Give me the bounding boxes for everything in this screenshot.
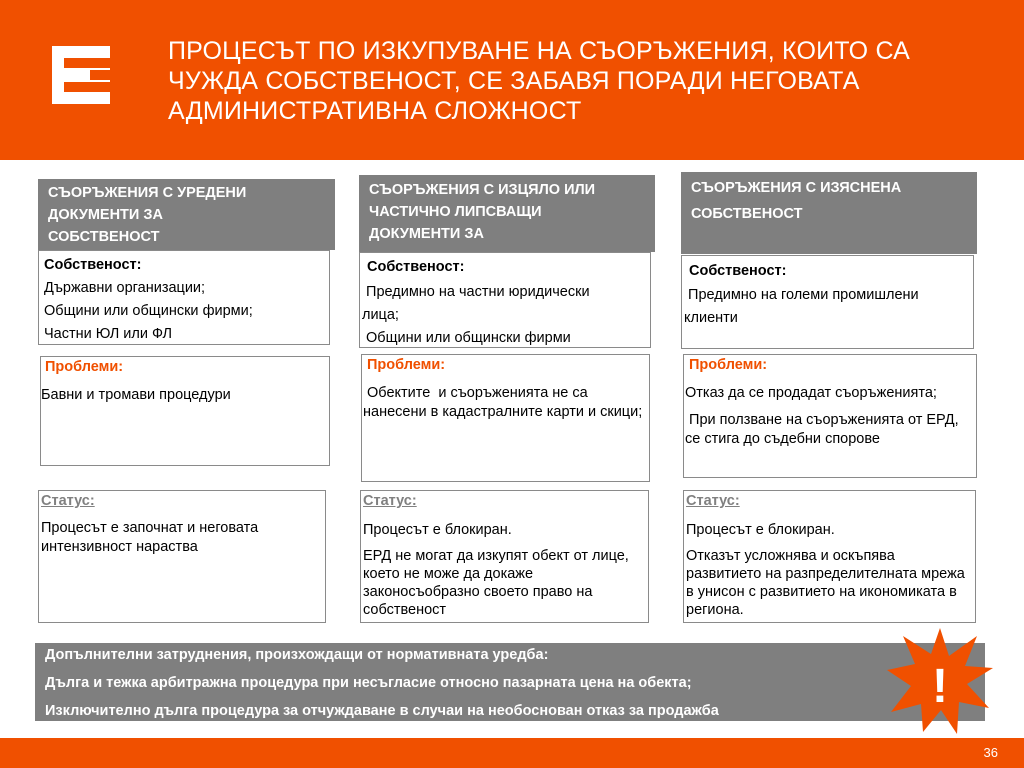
problems-line: Бавни и тромави процедури xyxy=(41,387,231,403)
page-title xyxy=(168,36,988,126)
column-2-problems-box xyxy=(361,354,650,482)
problems-line: Обектите и съоръженията не са нанесени в кадастралните карти и скици; xyxy=(363,385,643,420)
column-1-status-box xyxy=(38,490,326,623)
status-label: Статус: xyxy=(363,493,417,509)
ownership-line: Общини или общински фирми; xyxy=(44,303,253,319)
footer-bar xyxy=(0,738,1024,768)
problems-label: Проблеми: xyxy=(367,357,446,373)
burst-mark: ! xyxy=(932,660,948,713)
ownership-label: Собственост: xyxy=(689,263,787,279)
column-3-status-box xyxy=(683,490,976,623)
column-2-ownership-box xyxy=(359,252,651,348)
ownership-line: Предимно на големи промишлени xyxy=(684,287,919,303)
banner-line: Дълга и тежка арбитражна процедура при несъгласие относно пазарната цена на обекта; xyxy=(45,675,692,691)
column-1-problems-box xyxy=(40,356,330,466)
status-paragraph: Процесът е започнат и неговата интензивност нараства xyxy=(41,520,259,555)
title-line: ЧУЖДА СОБСТВЕНОСТ, СЕ ЗАБАВЯ ПОРАДИ НЕГОВАТА xyxy=(168,67,860,95)
warning-burst-icon xyxy=(885,626,995,736)
column-1-heading: СЪОРЪЖЕНИЯ С УРЕДЕНИ ДОКУМЕНТИ ЗА СОБСТВЕНОСТ xyxy=(38,179,335,250)
status-paragraph: ЕРД не могат да изкупят обект от лице, което не може да докаже законосъобразно своето право на собственост xyxy=(363,548,629,618)
ownership-line: Предимно на частни юридически xyxy=(362,284,590,300)
status-label: Статус: xyxy=(41,493,95,509)
column-1-ownership-box xyxy=(38,250,330,345)
ownership-line: клиенти xyxy=(684,310,738,326)
column-2-status-box xyxy=(360,490,649,623)
ownership-line: Частни ЮЛ или ФЛ xyxy=(44,326,173,342)
column-2-heading: СЪОРЪЖЕНИЯ С ИЗЦЯЛО ИЛИ ЧАСТИЧНО ЛИПСВАЩИ ДОКУМЕНТИ ЗА xyxy=(359,175,655,252)
column-3-heading: СЪОРЪЖЕНИЯ С ИЗЯСНЕНА СОБСТВЕНОСТ xyxy=(681,172,977,254)
column-3-ownership-box xyxy=(681,255,974,349)
page-number: 36 xyxy=(983,745,998,760)
banner-line: Допълнителни затруднения, произхождащи от нормативната уредба: xyxy=(45,647,549,663)
ownership-line: Държавни организации; xyxy=(44,280,206,296)
ownership-line: лица; xyxy=(362,307,399,323)
title-line: АДМИНИСТРАТИВНА СЛОЖНОСТ xyxy=(168,97,582,125)
ownership-label: Собственост: xyxy=(367,259,465,275)
status-paragraph: Отказът усложнява и оскъпява развитието на разпределителната мрежа в унисон с развитието на икономиката в региона. xyxy=(686,548,965,618)
problems-line: Отказ да се продадат съоръженията; xyxy=(685,385,937,401)
company-logo-icon xyxy=(52,46,110,104)
header-bar xyxy=(0,0,1024,160)
banner-line: Изключително дълга процедура за отчуждаване в случаи на необоснован отказ за продажба xyxy=(45,703,719,719)
column-3-problems-box xyxy=(683,354,977,478)
status-paragraph: Процесът е блокиран. xyxy=(363,522,512,538)
ownership-label: Собственост: xyxy=(44,257,142,273)
problems-line: При ползване на съоръженията от ЕРД, се стига до съдебни спорове xyxy=(685,412,963,447)
status-paragraph: Процесът е блокиран. xyxy=(686,522,835,538)
title-line: ПРОЦЕСЪТ ПО ИЗКУПУВАНЕ НА СЪОРЪЖЕНИЯ, КОИТО СА xyxy=(168,37,911,65)
ownership-line: Общини или общински фирми xyxy=(362,330,571,346)
problems-label: Проблеми: xyxy=(45,359,124,375)
problems-label: Проблеми: xyxy=(689,357,768,373)
status-label: Статус: xyxy=(686,493,740,509)
additional-difficulties-banner xyxy=(35,643,985,721)
